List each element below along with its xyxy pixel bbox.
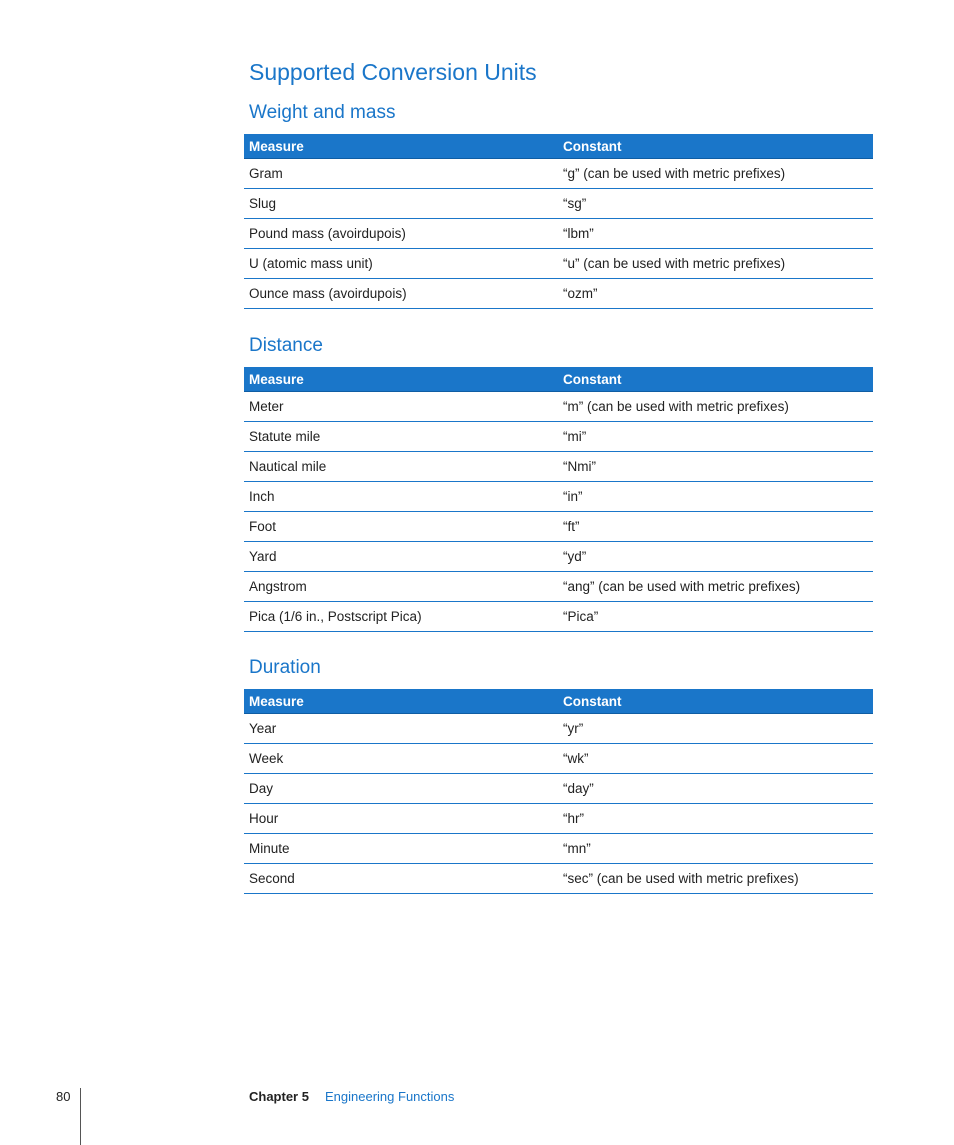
constant-cell: “lbm” xyxy=(558,219,873,249)
distance-table xyxy=(244,367,873,632)
footer-divider xyxy=(80,1088,81,1145)
measure-cell: Second xyxy=(244,864,558,894)
section-heading-distance: Distance xyxy=(249,335,323,356)
column-header-measure: Measure xyxy=(244,367,558,392)
measure-cell: Day xyxy=(244,774,558,804)
section-heading-weight: Weight and mass xyxy=(249,102,396,123)
table-row xyxy=(244,834,873,864)
constant-cell: “m” (can be used with metric prefixes) xyxy=(558,392,873,422)
constant-cell: “sec” (can be used with metric prefixes) xyxy=(558,864,873,894)
table-row xyxy=(244,422,873,452)
constant-cell: “u” (can be used with metric prefixes) xyxy=(558,249,873,279)
table-row xyxy=(244,744,873,774)
measure-cell: Nautical mile xyxy=(244,452,558,482)
constant-cell: “in” xyxy=(558,482,873,512)
column-header-measure: Measure xyxy=(244,689,558,714)
table-row xyxy=(244,219,873,249)
chapter-label: Chapter 5 xyxy=(249,1089,309,1104)
constant-cell: “g” (can be used with metric prefixes) xyxy=(558,159,873,189)
duration-table xyxy=(244,689,873,894)
table-row xyxy=(244,452,873,482)
constant-cell: “day” xyxy=(558,774,873,804)
weight-table xyxy=(244,134,873,309)
table-row xyxy=(244,602,873,632)
measure-cell: Hour xyxy=(244,804,558,834)
table-header-row xyxy=(244,134,873,159)
constant-cell: “yr” xyxy=(558,714,873,744)
column-header-constant: Constant xyxy=(558,689,873,714)
page-title: Supported Conversion Units xyxy=(249,59,537,85)
column-header-constant: Constant xyxy=(558,367,873,392)
constant-cell: “mn” xyxy=(558,834,873,864)
measure-cell: Week xyxy=(244,744,558,774)
table-row xyxy=(244,249,873,279)
constant-cell: “ozm” xyxy=(558,279,873,309)
column-header-measure: Measure xyxy=(244,134,558,159)
constant-cell: “mi” xyxy=(558,422,873,452)
page-number: 80 xyxy=(56,1089,71,1104)
table-row xyxy=(244,864,873,894)
table-row xyxy=(244,482,873,512)
measure-cell: Slug xyxy=(244,189,558,219)
table-row xyxy=(244,804,873,834)
table-row xyxy=(244,512,873,542)
table-row xyxy=(244,279,873,309)
constant-cell: “ang” (can be used with metric prefixes) xyxy=(558,572,873,602)
constant-cell: “wk” xyxy=(558,744,873,774)
constant-cell: “Nmi” xyxy=(558,452,873,482)
measure-cell: Foot xyxy=(244,512,558,542)
table-row xyxy=(244,714,873,744)
measure-cell: Statute mile xyxy=(244,422,558,452)
constant-cell: “yd” xyxy=(558,542,873,572)
constant-cell: “sg” xyxy=(558,189,873,219)
table-row xyxy=(244,542,873,572)
table-row xyxy=(244,572,873,602)
measure-cell: Meter xyxy=(244,392,558,422)
measure-cell: Pica (1/6 in., Postscript Pica) xyxy=(244,602,558,632)
measure-cell: U (atomic mass unit) xyxy=(244,249,558,279)
chapter-title-link[interactable]: Engineering Functions xyxy=(325,1089,455,1104)
constant-cell: “hr” xyxy=(558,804,873,834)
measure-cell: Year xyxy=(244,714,558,744)
section-heading-duration: Duration xyxy=(249,657,321,678)
table-header-row xyxy=(244,367,873,392)
measure-cell: Angstrom xyxy=(244,572,558,602)
constant-cell: “Pica” xyxy=(558,602,873,632)
measure-cell: Minute xyxy=(244,834,558,864)
column-header-constant: Constant xyxy=(558,134,873,159)
table-header-row xyxy=(244,689,873,714)
measure-cell: Gram xyxy=(244,159,558,189)
table-row xyxy=(244,392,873,422)
table-row xyxy=(244,159,873,189)
table-row xyxy=(244,189,873,219)
measure-cell: Inch xyxy=(244,482,558,512)
table-row xyxy=(244,774,873,804)
constant-cell: “ft” xyxy=(558,512,873,542)
measure-cell: Ounce mass (avoirdupois) xyxy=(244,279,558,309)
measure-cell: Yard xyxy=(244,542,558,572)
measure-cell: Pound mass (avoirdupois) xyxy=(244,219,558,249)
